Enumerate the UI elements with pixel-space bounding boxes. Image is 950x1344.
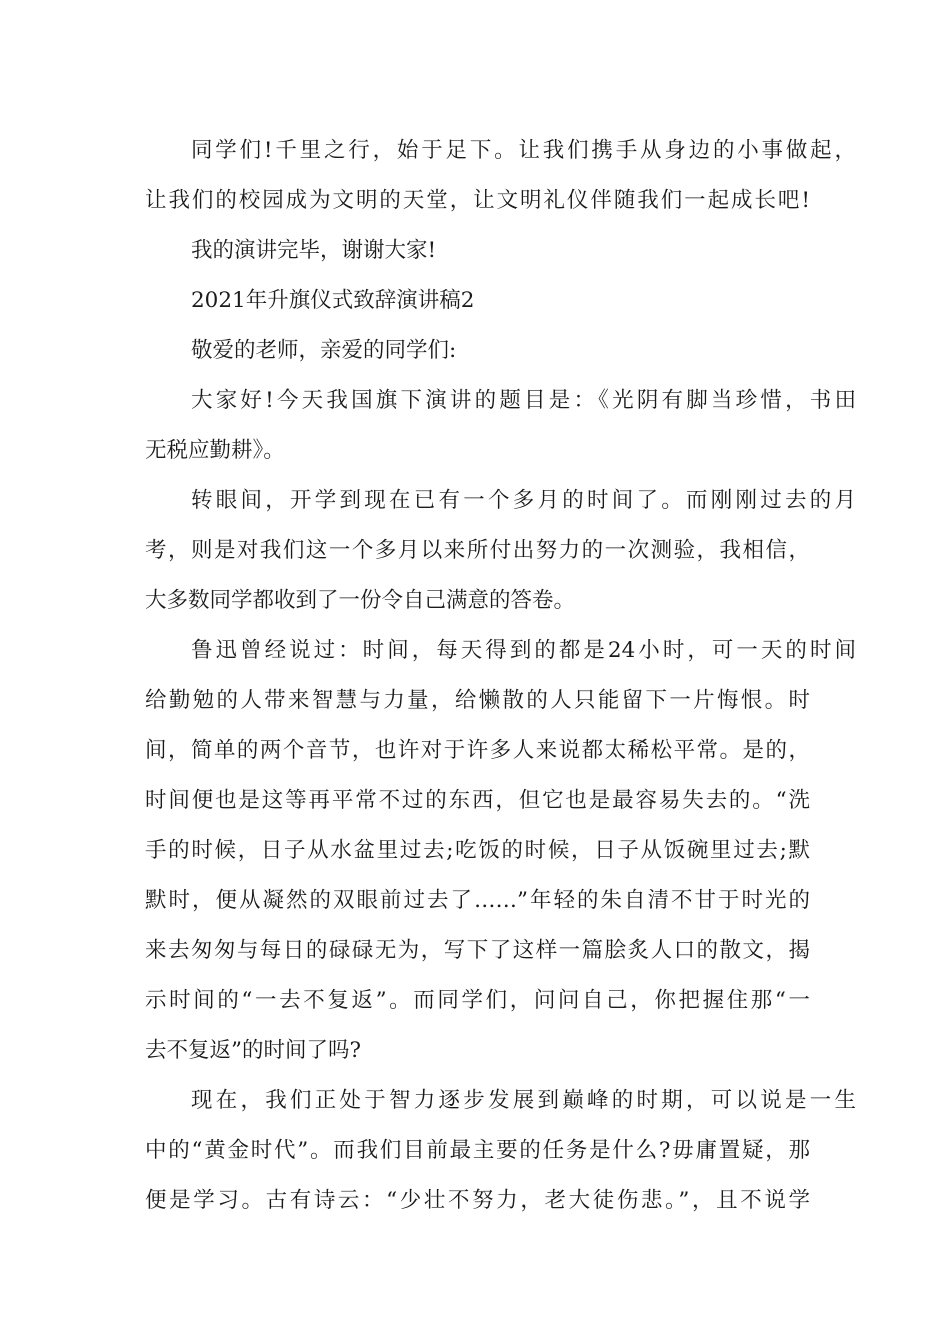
text-line: 去不复返”的时间了吗? — [145, 1038, 362, 1063]
salutation: 敬爱的老师，亲爱的同学们: — [191, 338, 457, 363]
text-line: 大家好!今天我国旗下演讲的题目是：《光阴有脚当珍惜，书田 — [191, 388, 856, 413]
text-line: 大多数同学都收到了一份令自己满意的答卷。 — [145, 588, 576, 613]
text-line: 让我们的校园成为文明的天堂，让文明礼仪伴随我们一起成长吧! — [145, 188, 810, 213]
text-line: 便是学习。古有诗云：“少壮不努力，老大徒伤悲。”，且不说学 — [145, 1188, 810, 1213]
text-line: 时间便也是这等再平常不过的东西，但它也是最容易失去的。“洗 — [145, 788, 810, 813]
text-line: 鲁迅曾经说过：时间，每天得到的都是24小时，可一天的时间 — [191, 638, 856, 663]
text-line: 同学们!千里之行，始于足下。让我们携手从身边的小事做起， — [191, 138, 856, 163]
text-line: 转眼间，开学到现在已有一个多月的时间了。而刚刚过去的月 — [191, 488, 856, 513]
text-line: 示时间的“一去不复返”。而同学们，问问自己，你把握住那“一 — [145, 988, 810, 1013]
text-line: 给勤勉的人带来智慧与力量，给懒散的人只能留下一片悔恨。时 — [145, 688, 810, 713]
text-line: 间，简单的两个音节，也许对于许多人来说都太稀松平常。是的， — [145, 738, 810, 763]
text-line: 手的时候，日子从水盆里过去;吃饭的时候，日子从饭碗里过去;默 — [145, 838, 810, 863]
text-line: 现在，我们正处于智力逐步发展到巅峰的时期，可以说是一生 — [191, 1088, 856, 1113]
section-heading: 2021年升旗仪式致辞演讲稿2 — [191, 288, 475, 313]
text-line: 默时，便从凝然的双眼前过去了……”年轻的朱自清不甘于时光的 — [145, 888, 810, 913]
text-line: 考，则是对我们这一个多月以来所付出努力的一次测验，我相信， — [145, 538, 810, 563]
text-line: 无税应勤耕》。 — [145, 438, 285, 463]
text-line: 来去匆匆与每日的碌碌无为，写下了这样一篇脍炙人口的散文，揭 — [145, 938, 810, 963]
text-line: 中的“黄金时代”。而我们目前最主要的任务是什么?毋庸置疑，那 — [145, 1138, 810, 1163]
text-line: 我的演讲完毕，谢谢大家! — [191, 238, 437, 263]
